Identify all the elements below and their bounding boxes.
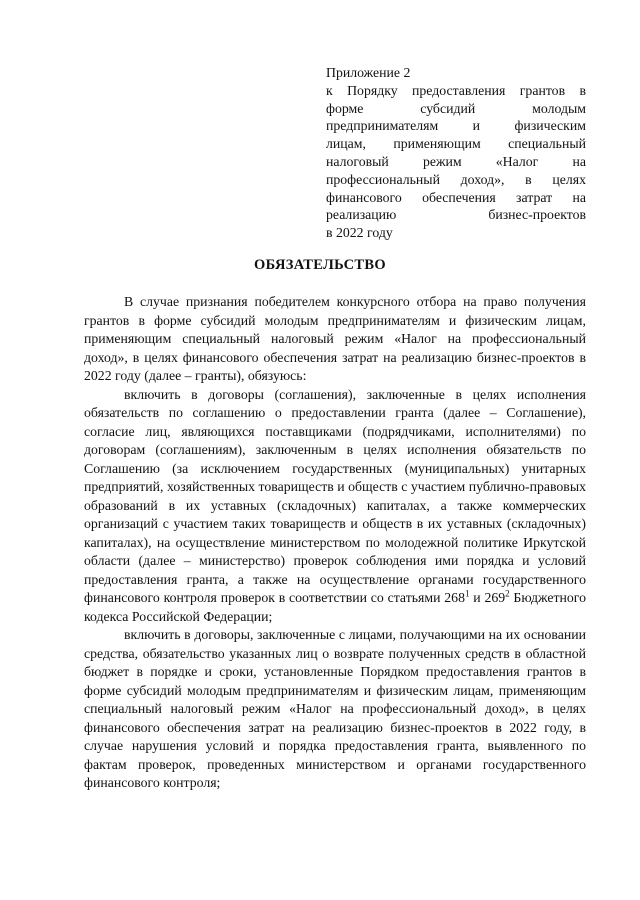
obligation-1-text: Бюджетного кодекса Российской Федерации;	[84, 590, 586, 624]
obligation-1-text: и 269	[469, 590, 506, 605]
annex-line: форме субсидий молодым	[326, 100, 586, 116]
annex-line: в 2022 году	[326, 225, 393, 241]
document-body	[84, 293, 586, 793]
obligation-1-text: включить в договоры (соглашения), заключенные в целях исполнения обязательств по соглашению о предоставлении гранта (далее – Соглашение), согласие лиц, являющихся поставщиками (подрядчиками, исполнителями) по договорам (соглашениям), заключенным в целях исполнения обязательств по Соглашению (за исключением государственных (муниципальных) унитарных предприятий, хозяйственных товариществ и обществ с участием публично-правовых образований в их уставных (складочных) капиталах, а также коммерческих организаций с участием таких товариществ и обществ в их уставных (складочных) капиталах), на осуществление министерством по молодежной политике Иркутской области (далее – министерство) проверок соблюдения ими порядка и условий предоставления гранта, а также на осуществление органами государственного финансового контроля проверок в соответствии со статьями 268	[84, 386, 586, 605]
annex-line: финансового обеспечения затрат на	[326, 189, 586, 205]
superscript: 2	[505, 588, 510, 599]
obligation-paragraph-1	[84, 386, 586, 627]
document-title: ОБЯЗАТЕЛЬСТВО	[254, 257, 386, 273]
annex-line: лицам, применяющим специальный	[326, 136, 586, 152]
annex-line: налоговый режим «Налог на	[326, 153, 586, 169]
annex-header	[326, 64, 586, 242]
superscript: 1	[464, 588, 470, 599]
obligation-paragraph-2: включить в договоры, заключенные с лицами, получающими на их основании средства, обязательство указанных лиц о возврате полученных средств в областной бюджет в порядке и сроки, установленные Порядком предоставления грантов в форме субсидий молодым предпринимателям и физическим лицам, применяющим специальный налоговый режим «Налог на профессиональный доход», в целях финансового обеспечения затрат на реализацию бизнес-проектов в 2022 году, в случае нарушения условий и порядка предоставления гранта, выявленного по фактам проверок, проведенных министерством и органами государственного финансового контроля;	[84, 627, 586, 790]
annex-line: Приложение 2	[326, 65, 411, 80]
annex-line: предпринимателям и физическим	[326, 118, 586, 134]
annex-line: профессиональный доход», в целях	[326, 171, 586, 187]
annex-line: реализацию бизнес-проектов	[326, 207, 586, 223]
annex-line: к Порядку предоставления грантов в	[326, 82, 586, 98]
intro-paragraph: В случае признания победителем конкурсного отбора на право получения грантов в форме субсидий молодым предпринимателям и физическим лицам, применяющим специальный налоговый режим «Налог на профессиональный доход», в целях финансового обеспечения затрат на реализацию бизнес-проектов в 2022 году (далее – гранты), обязуюсь:	[84, 294, 586, 383]
